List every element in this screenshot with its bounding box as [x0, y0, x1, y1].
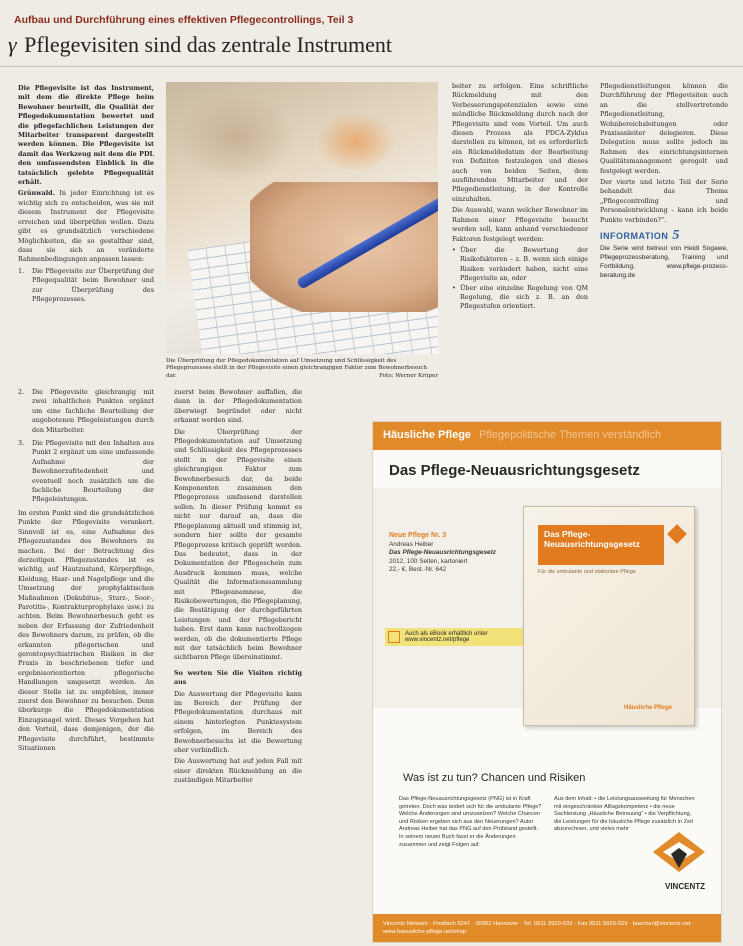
dateline: Grünwald. [18, 189, 55, 198]
list-item [18, 267, 154, 305]
photo-background [176, 92, 296, 182]
ad-order-footer[interactable]: Vincentz Network · Postfach 6247 · 30062 Hannover · Tel. 0511 9910-033 · Fax 0511 9910-029 · buecher@vincentz.net · www.haeusliche-pflege.net/shop [373, 914, 722, 942]
book-cover-subtitle: Für die ambulante und stationäre Pflege [538, 569, 636, 575]
list-text: Die Pflegevisite gleichrangig mit zwei inhaltlichen Punkten ergänzt um eine fachliche Beurteilung der angebotenen Pflegeleistungen durch den Mitarbeiter. [32, 388, 154, 434]
publisher-logo-icon [667, 524, 687, 544]
paragraph: beiter zu erfolgen. Eine schriftliche Rückmeldung mit den Verbesserungspotenzialen sowie eine mündliche Rückmeldung durch nach der Pflegevisite sind vom Vorteil. Um auch diesen Prozess als PDCA-Zyklus darstellen zu können, ist es erforderlich ein Rückmeldedatum der Bearbeitung von Defiziten festzulegen und dieses auch von beiden Seiten, dem ausführenden Mitarbeiter und der Pflegedienstleitung, in der Kontrolle einzuhalten. [452, 82, 588, 203]
ad-description-right: Aus dem Inhalt: • die Leistungsausweitung für Menschen mit eingeschränkter Alltagskompetenz • die neue Sachleistung „Häusliche Betreuung“ • die Verpflichtung, die Leistungen für die häusliche Pflege zusätzlich in Zeit abzurechnen, und vieles mehr [554, 796, 695, 833]
bullet-list [452, 246, 588, 312]
info-heading-text: INFORMATION [600, 231, 669, 242]
list-text: Über eine einzelne Regelung von QM Regelung, die sich z. B. an den Pflegestufen orientiert. [460, 283, 588, 311]
paragraph: Die Überprüfung der Pflegedokumentation auf Umsetzung und Schlüssigkeit des Pflegeprozesses stellt in der Pflegevisite einen gleichrangigen Faktor zum Bewohnerbesuch dar, da beide Komponenten zusammen den Pflegeprozess umfassend darstellen sollen. In dieser Prüfung kommt es nicht nur darauf an, dass die Pflegeplanung aktuell und stimmig ist, sondern hier sollte der gesamte Pflegeprozess kritisch geprüft werden. Das bedeutet, dass in der Dokumentation der Pflegeschein zum Ausdruck kommen muss, welche Qualität die Informationssammlung mit Pflegeanamnese, die Risikobewertungen, die Pflegeplanung, die Bestätigung der durchgeführten Leistungen und der Pflegebericht haben. Erst dann kann nachvollzogen werden, ob die dokumentierte Pflege mit der tatsächlich beim Bewohner sichtbaren Pflege übereinstimmt. [174, 427, 302, 662]
publisher-name: VINCENTZ [665, 882, 705, 891]
ad-book-price: 22,- €, Best.-Nr. 642 [389, 566, 447, 574]
column-3 [452, 82, 588, 382]
ad-body [373, 488, 722, 711]
caption-text: Die Überprüfung der Pflegedokumentation auf Umsetzung und Schlüssigkeit des Pflegeprozesses stellt in der Pflegevisite einen gleichrangigen Faktor zum Bewohnerbesuch dar. [166, 358, 428, 379]
ebook-icon [388, 631, 400, 643]
paragraph: Im ersten Punkt sind die grundsätzlichen Punkte der Pflegevisite verankert. Sinnvoll ist es, eine Aufnahme des Pflegezustandes des Bewohners zu machen. Bei der Betrachtung des derzeitigen Pflegezustandes ist es wichtig, auf Hautzustand, Körperpflege, Kleidung, Haar- und Nagelpflege und die Umsetzung der prophylaktischen Maßnahmen (Dekubitus-, Sturz-, Soor-, Parotitis-, Kontrakturprophylaxe usw.) zu achten. Beim Bewohnerbesuch geht es neben der Erfassung der Zufriedenheit des Bewohners darum, zu prüfen, ob die erkannten pflegerischen und gerontopsychiatrischen Risiken in der Praxis in beschriebenen tiefer und ergebnisorientierten pflegerische Handlungen umgesetzt werden. An dieser Stelle ist zu empfehlen, immer zuerst den Bewohner zu besuchen. Denn überkurge die Pflegedokumentation Einzugsnagel wird. Dieses Vorgehen hat den Vorteil, dass demjenigen, der die Pflegevisite durchführt, bestimmte Situationen [18, 508, 154, 753]
paragraph: Die Auswertung der Pflegevisite kann im Bereich der Prüfung der Pflegedokumentation durchaus mit einem hinterlegten Punktesystem erfolgen, im Bereich des Bewohnerbesuchs ist die Bewertung eher verbindlich. [174, 689, 302, 755]
headline [8, 32, 728, 58]
ad-author: Andreas Heiber [389, 540, 434, 548]
bullet: • [452, 245, 456, 254]
paragraph: Die Auswertung hat auf jeden Fall mit einer direkten Rückmeldung an die zuständigen Mitarbeiter [174, 757, 302, 785]
subheading: So werten Sie die Visiten richtig aus [174, 668, 302, 687]
vincentz-logo-icon [651, 828, 707, 876]
lead-paragraph: Die Pflegevisite ist das Instrument, mit dem die direkte Pflege beim Bewohner beurteilt, die Qualität der Pflegedokumentation bewertet und die pflegefachlichen Leistungen der Mitarbeiter transparent dargestellt werden können. Die Pflegevisite ist damit das Werkzeug mit dem die PDL den umfassendsten Einblick in die tatsächlich gelebte Pflegequalität erhält. [18, 84, 154, 187]
headline-text: Pflegevisiten sind das zentrale Instrument [24, 32, 392, 57]
header-rule [0, 66, 743, 67]
ad-banner [373, 422, 721, 450]
list-item [452, 246, 588, 284]
ad-title: Das Pflege-Neuausrichtungsgesetz [389, 462, 640, 479]
paragraph: Die Auswahl, wann welcher Bewohner im Rahmen einer Pflegevisite besucht werden soll, kann anhand verschiedener Faktoren festgelegt werden: [452, 206, 588, 243]
photo-background [316, 112, 396, 172]
list-text: Die Pflegevisite zur Überprüfung der Pflegequalität beim Bewohner und zur Überprüfung des Pflegeprozesses. [32, 266, 154, 303]
list-number: 2. [18, 388, 25, 396]
book-advertisement[interactable] [372, 421, 722, 943]
info-heading [600, 228, 728, 244]
numbered-list [18, 267, 154, 305]
ad-description-left: Das Pflege-Neuausrichtungsgesetz (PNG) ist in Kraft getreten. Doch was ändert sich für die ambulante Pflege? Welche Änderungen sind umzusetzen? Welche Chancen und Risiken ergeben sich aus den Neuerungen? Autor Andreas Heiber hat das PNG auf den Prüfstand gestellt. In seinem neuen Buch fasst er die Änderungen zusammen und zeigt Folgen auf. [399, 796, 542, 848]
ad-question: Was ist zu tun? Chancen und Risiken [403, 772, 586, 784]
ad-banner-sub: Pflegepolitische Themen verständlich [479, 429, 662, 441]
kicker: Aufbau und Durchführung eines effektiven Pflegecontrollings, Teil 3 [14, 14, 354, 26]
headline-mark: γ [8, 32, 17, 57]
paragraph: zuerst beim Bewohner auffallen, die dann in der Pflegedokumentation überwiegt begründet oder nicht erkannt werden sind. [174, 388, 302, 425]
numbered-list [18, 388, 154, 505]
column-4 [600, 82, 728, 382]
ad-banner-title: Häusliche Pflege [383, 429, 472, 441]
paragraph-text: In jeder Einrichtung ist es wichtig sich zu entscheiden, was sie mit diesem Instrument der Pflegevisite erreichen und überprüfen wollen. Dazu gibt es grundsätzlich verschiedene Möglichkeiten, die so gestaltbar sind, dass sie sich an veränderte Rahmenbedingungen anpassen lassen: [18, 189, 154, 264]
photo-hand [250, 182, 438, 312]
paragraph: Pflegedienstleitungen können die Durchführung der Pflegevisiten auch an die stellvertretende Pflegedienstleitung, Wohnbereichsleitungen oder Praxisanleiter delegieren. Diese Delegation muss sollte jedoch im Rahmen des einrichtungsinternen Qualitätsmanagement geregelt und festgelegt werden. [600, 82, 728, 175]
bullet: • [452, 283, 456, 292]
list-number: 3. [18, 439, 25, 448]
list-item [452, 284, 588, 312]
book-cover-footer: Häusliche Pflege [624, 705, 673, 711]
book-cover-title: Das Pflege-Neuausrichtungsgesetz [538, 525, 664, 565]
list-text: Die Pflegevisite mit den Inhalten aus Punkt 2 ergänzt um eine umfassende Aufnahme der Bewohnerzufriedenheit und eventuell noch zusätzlich um die fachliche Beurteilung der Pflegeleistungen. [32, 439, 154, 504]
ad-book-title: Das Pflege-Neuausrichtungsgesetz [389, 549, 496, 557]
ad-series: Neue Pflege Nr. 3 [389, 532, 447, 539]
ad-book-meta: 2012, 100 Seiten, kartoniert [389, 557, 468, 565]
column-1-bottom [18, 388, 154, 940]
list-text: Über die Bewertung der Risikofaktoren – z. B. wenn sich einige Risiken verändert haben, nicht eine Pflegevisite an, oder [460, 245, 588, 283]
article-photo [166, 82, 438, 354]
paragraph [18, 189, 154, 264]
list-number: 1. [18, 266, 25, 275]
handwritten-mark: 5 [672, 228, 680, 244]
column-2-bottom [174, 388, 302, 940]
paragraph: Der vierte und letzte Teil der Serie behandelt das Thema „Pflegecontrolling und Personalentwicklung – kann ich beide Punkte verbinden?“. [600, 178, 728, 224]
book-cover [523, 506, 695, 726]
ad-ebook-note[interactable] [385, 628, 535, 646]
column-1-top [18, 84, 154, 394]
ad-ebook-text: Auch als eBook erhältlich unter www.vincentz.net/pflege [405, 631, 488, 644]
info-text: Die Serie wird betreut von Heidi Sogawe, Pflegeprozessberatung, Training und Fortbildung, www.pflege-prozess-beratung.de [600, 244, 728, 280]
list-item [18, 388, 154, 435]
list-item [18, 439, 154, 505]
photo-caption [166, 358, 438, 380]
photo-credit: Foto: Werner Krüper [379, 372, 438, 379]
